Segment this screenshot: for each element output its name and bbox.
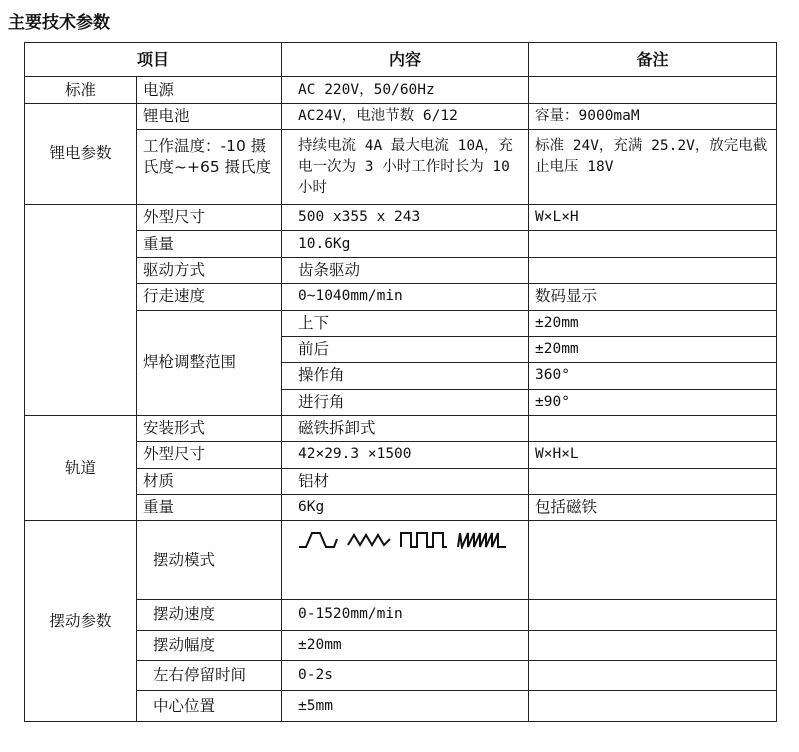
- row-label: 工作温度：-10 摄氏度~+65 摄氏度: [137, 130, 282, 205]
- row-value: 上下: [282, 310, 529, 336]
- row-label: 驱动方式: [137, 257, 282, 283]
- row-note: 标准 24V，充满 25.2V，放完电截止电压 18V: [529, 130, 777, 205]
- table-row: [25, 310, 777, 336]
- row-value: 进行角: [282, 389, 529, 415]
- swing-mode-icons: [282, 521, 529, 600]
- table-row: [25, 468, 777, 494]
- row-note: [529, 600, 777, 630]
- row-value: 0-2s: [282, 661, 529, 691]
- table-row: [25, 231, 777, 257]
- page-title: 主要技术参数: [8, 13, 110, 33]
- row-note: [529, 630, 777, 660]
- row-note: [529, 521, 777, 600]
- row-note: 容量：9000maM: [529, 103, 777, 129]
- row-value: AC 220V，50/60Hz: [282, 77, 529, 103]
- row-label: 安装形式: [137, 415, 282, 441]
- row-label: 左右停留时间: [137, 661, 282, 691]
- trapezoid-wave-icon: [298, 531, 338, 549]
- row-label: 中心位置: [137, 691, 282, 722]
- row-note: ±90°: [529, 389, 777, 415]
- row-value: 0~1040mm/min: [282, 284, 529, 310]
- row-label: 外型尺寸: [137, 442, 282, 468]
- row-label: 材质: [137, 468, 282, 494]
- row-value: 铝材: [282, 468, 529, 494]
- table-row: [25, 442, 777, 468]
- table-row: [25, 600, 777, 630]
- row-note: 包括磁铁: [529, 494, 777, 520]
- row-label: 摆动幅度: [137, 630, 282, 660]
- table-row: [25, 257, 777, 283]
- row-label: 重量: [137, 494, 282, 520]
- row-value: AC24V，电池节数 6/12: [282, 103, 529, 129]
- group-lithium: 锂电参数: [25, 103, 137, 204]
- header-note: 备注: [529, 43, 777, 77]
- torch-range-label: 焊枪调整范围: [137, 310, 282, 415]
- row-note: [529, 257, 777, 283]
- header-item: 项目: [25, 43, 282, 77]
- row-note: ±20mm: [529, 310, 777, 336]
- sawtooth-wave-icon: [457, 531, 507, 549]
- table-row: [25, 103, 777, 129]
- row-note: [529, 661, 777, 691]
- row-label: 电源: [137, 77, 282, 103]
- row-note: W×H×L: [529, 442, 777, 468]
- header-content: 内容: [282, 43, 529, 77]
- header-row: [25, 43, 777, 77]
- row-value: ±5mm: [282, 691, 529, 722]
- row-value: 操作角: [282, 363, 529, 389]
- table-row: [25, 630, 777, 660]
- row-note: ±20mm: [529, 336, 777, 362]
- table-row: [25, 494, 777, 520]
- zigzag-wave-icon: [347, 531, 391, 549]
- row-note: [529, 231, 777, 257]
- table-row: [25, 130, 777, 205]
- group-machine: [25, 205, 137, 416]
- table-row: [25, 661, 777, 691]
- table-row: [25, 77, 777, 103]
- row-label: 外型尺寸: [137, 205, 282, 231]
- row-value: 齿条驱动: [282, 257, 529, 283]
- table-row: [25, 284, 777, 310]
- row-value: 0-1520mm/min: [282, 600, 529, 630]
- row-value: 10.6Kg: [282, 231, 529, 257]
- table-row: [25, 205, 777, 231]
- row-value: 前后: [282, 336, 529, 362]
- row-note: W×L×H: [529, 205, 777, 231]
- row-label: 行走速度: [137, 284, 282, 310]
- square-wave-icon: [400, 531, 448, 549]
- row-value: 6Kg: [282, 494, 529, 520]
- row-label: 重量: [137, 231, 282, 257]
- row-note: [529, 691, 777, 722]
- group-track: 轨道: [25, 415, 137, 520]
- row-note: [529, 77, 777, 103]
- row-note: 360°: [529, 363, 777, 389]
- row-label: 锂电池: [137, 103, 282, 129]
- row-value: 500 x355 x 243: [282, 205, 529, 231]
- row-note: [529, 468, 777, 494]
- spec-table: [24, 42, 777, 722]
- row-value: 磁铁拆卸式: [282, 415, 529, 441]
- group-swing: 摆动参数: [25, 521, 137, 722]
- row-note: 数码显示: [529, 284, 777, 310]
- table-row: [25, 415, 777, 441]
- row-label: 摆动速度: [137, 600, 282, 630]
- group-standard: 标准: [25, 77, 137, 103]
- row-value: 42×29.3 ×1500: [282, 442, 529, 468]
- row-value: 持续电流 4A 最大电流 10A，充电一次为 3 小时工作时长为 10 小时: [282, 130, 529, 205]
- table-row: [25, 691, 777, 722]
- row-note: [529, 415, 777, 441]
- row-label: 摆动模式: [137, 521, 282, 600]
- row-value: ±20mm: [282, 630, 529, 660]
- table-row: [25, 521, 777, 600]
